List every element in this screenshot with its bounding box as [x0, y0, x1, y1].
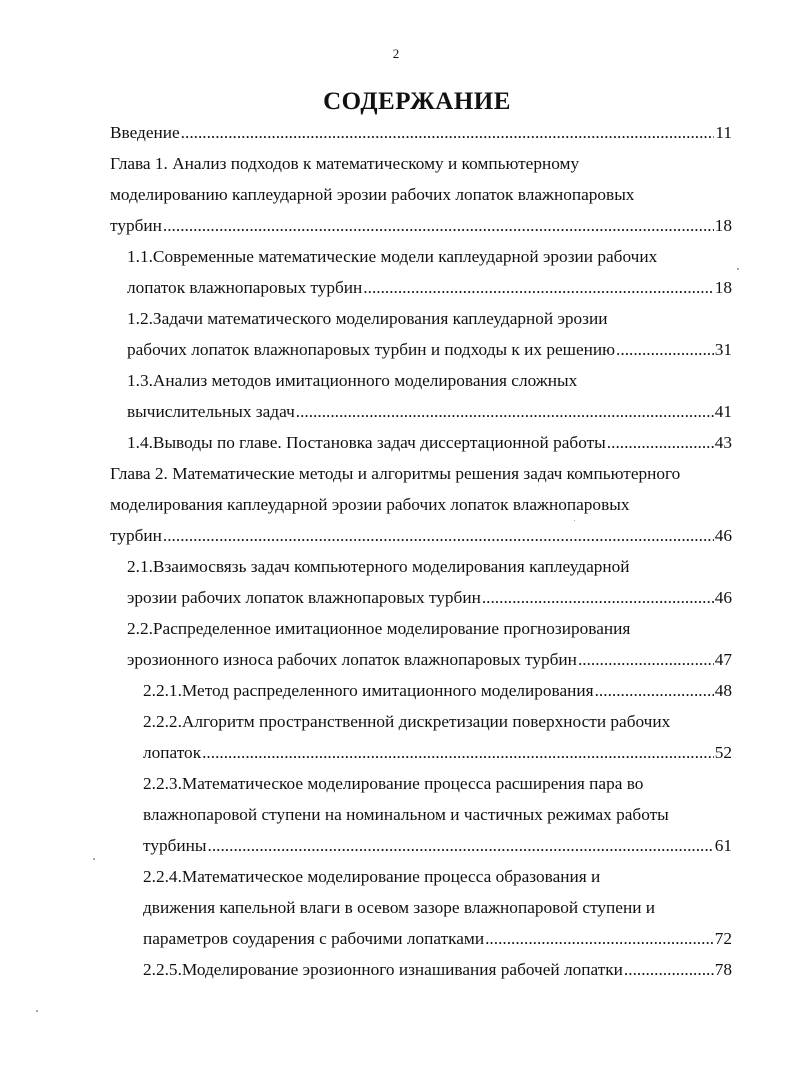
- toc-entry-title: Алгоритм пространственной дискретизации поверхности рабочих: [181, 712, 671, 731]
- toc-subsection-2-2-3-line-2[interactable]: влажнопаровой ступени на номинальном и частичных режимах работы: [143, 805, 669, 824]
- toc-page-number: 61: [714, 836, 732, 855]
- toc-entry-title: Распределенное имитационное моделирование прогнозирования: [152, 619, 631, 638]
- toc-entry-title: Современные математические модели каплеударной эрозии рабочих: [152, 247, 658, 266]
- toc-entry-title: эрозии рабочих лопаток влажнопаровых турбин: [127, 588, 481, 607]
- scan-speck: [574, 520, 575, 521]
- section-number: 2.2.1.: [143, 681, 182, 700]
- toc-entry-title: Моделирование эрозионного изнашивания рабочей лопатки: [181, 960, 623, 979]
- toc-entry-title: Выводы по главе. Постановка задач диссертационной работы: [152, 433, 606, 452]
- dot-leader: [208, 830, 714, 861]
- toc-subsection-2-2-4-line-2[interactable]: движения капельной влаги в осевом зазоре влажнопаровой ступени и: [143, 898, 656, 917]
- toc-chapter-1-line-3[interactable]: [110, 210, 732, 241]
- toc-page-number: 72: [714, 929, 732, 948]
- toc-entry-title: турбин: [110, 216, 162, 235]
- section-number: 1.4.: [127, 433, 153, 452]
- toc-entry-title: эрозионного износа рабочих лопаток влажнопаровых турбин: [127, 650, 577, 669]
- toc-subsection-2-2-2-line-2[interactable]: [143, 737, 732, 768]
- toc-entry-title: Математическое моделирование процесса образования и: [181, 867, 601, 886]
- toc-section-1-1-line-1[interactable]: [127, 241, 657, 272]
- toc-section-2-2-line-1[interactable]: [127, 613, 630, 644]
- dot-leader: [296, 396, 714, 427]
- dot-leader: [363, 272, 713, 303]
- dot-leader: [607, 427, 714, 458]
- dot-leader: [163, 210, 714, 241]
- toc-chapter-2-line-2[interactable]: моделирования каплеударной эрозии рабочих лопаток влажнопаровых: [110, 495, 630, 514]
- section-number: 2.2.: [127, 619, 153, 638]
- dot-leader: [202, 737, 714, 768]
- toc-subsection-2-2-3-line-1[interactable]: [143, 768, 643, 799]
- toc-subsection-2-2-4-line-3[interactable]: [143, 923, 732, 954]
- toc-entry-title: Задачи математического моделирования каплеударной эрозии: [152, 309, 608, 328]
- toc-page-number: 52: [714, 743, 732, 762]
- scan-speck: [36, 1010, 38, 1012]
- toc-page-number: 11: [715, 123, 732, 142]
- toc-entry-title: турбин: [110, 526, 162, 545]
- toc-section-2-2-line-2[interactable]: [127, 644, 732, 675]
- toc-subsection-2-2-4-line-1[interactable]: [143, 861, 600, 892]
- toc-section-1-3-line-2[interactable]: [127, 396, 732, 427]
- page-number: 2: [392, 46, 400, 61]
- toc-page-number: 46: [714, 588, 732, 607]
- dot-leader: [163, 520, 714, 551]
- dot-leader: [482, 582, 714, 613]
- toc-section-1-2-line-1[interactable]: [127, 303, 608, 334]
- toc-entry-title: рабочих лопаток влажнопаровых турбин и подходы к их решению: [127, 340, 616, 359]
- dot-leader: [595, 675, 714, 706]
- toc-section-2-1-line-2[interactable]: [127, 582, 732, 613]
- toc-chapter-2-line-1[interactable]: Глава 2. Математические методы и алгоритмы решения задач компьютерного: [110, 464, 681, 483]
- scan-speck: [93, 858, 95, 860]
- toc-page-number: 48: [714, 681, 732, 700]
- section-number: 1.3.: [127, 371, 153, 390]
- toc-entry-title: лопаток: [143, 743, 202, 762]
- toc-chapter-1-line-1[interactable]: Глава 1. Анализ подходов к математическому и компьютерному: [110, 154, 580, 173]
- scan-speck: [737, 268, 739, 270]
- toc-page-number: 78: [714, 960, 732, 979]
- dot-leader: [578, 644, 714, 675]
- dot-leader: [181, 117, 715, 148]
- toc-chapter-2-line-3[interactable]: [110, 520, 732, 551]
- toc-page-number: 18: [714, 216, 732, 235]
- dot-leader: [624, 954, 714, 985]
- toc-section-1-1-line-2[interactable]: [127, 272, 732, 303]
- toc-entry-title: турбины: [143, 836, 207, 855]
- toc-section-2-1-line-1[interactable]: [127, 551, 630, 582]
- toc-subsection-2-2-1[interactable]: [143, 675, 732, 706]
- section-number: 2.1.: [127, 557, 153, 576]
- toc-page-number: 41: [714, 402, 732, 421]
- toc-entry-title: Взаимосвязь задач компьютерного моделирования каплеударной: [152, 557, 630, 576]
- section-number: 2.2.5.: [143, 960, 182, 979]
- toc-subsection-2-2-2-line-1[interactable]: [143, 706, 670, 737]
- toc-entry-title: параметров соударения с рабочими лопатками: [143, 929, 485, 948]
- dot-leader: [616, 334, 714, 365]
- dot-leader: [485, 923, 714, 954]
- section-number: 1.2.: [127, 309, 153, 328]
- section-number: 2.2.2.: [143, 712, 182, 731]
- toc-entry-title: вычислительных задач: [127, 402, 295, 421]
- toc-subsection-2-2-5[interactable]: [143, 954, 732, 985]
- toc-section-1-3-line-1[interactable]: [127, 365, 577, 396]
- toc-page-number: 46: [714, 526, 732, 545]
- toc-chapter-1-line-2[interactable]: моделированию каплеударной эрозии рабочих лопаток влажнопаровых: [110, 185, 635, 204]
- toc-entry-title: Математическое моделирование процесса расширения пара во: [181, 774, 644, 793]
- section-number: 1.1.: [127, 247, 153, 266]
- toc-section-1-2-line-2[interactable]: [127, 334, 732, 365]
- section-number: 2.2.3.: [143, 774, 182, 793]
- toc-subsection-2-2-3-line-3[interactable]: [143, 830, 732, 861]
- toc-page-number: 18: [714, 278, 732, 297]
- toc-page-number: 43: [714, 433, 732, 452]
- toc-entry-title: лопаток влажнопаровых турбин: [127, 278, 363, 297]
- toc-entry-title: Метод распределенного имитационного моделирования: [181, 681, 594, 700]
- toc-page-number: 47: [714, 650, 732, 669]
- toc-entry-title: Введение: [110, 123, 180, 142]
- section-number: 2.2.4.: [143, 867, 182, 886]
- page-title: СОДЕРЖАНИЕ: [323, 88, 511, 115]
- toc-entry-title: Анализ методов имитационного моделирования сложных: [152, 371, 578, 390]
- toc-section-1-4[interactable]: [127, 427, 732, 458]
- toc-page-number: 31: [714, 340, 732, 359]
- toc-entry-intro[interactable]: [110, 117, 732, 148]
